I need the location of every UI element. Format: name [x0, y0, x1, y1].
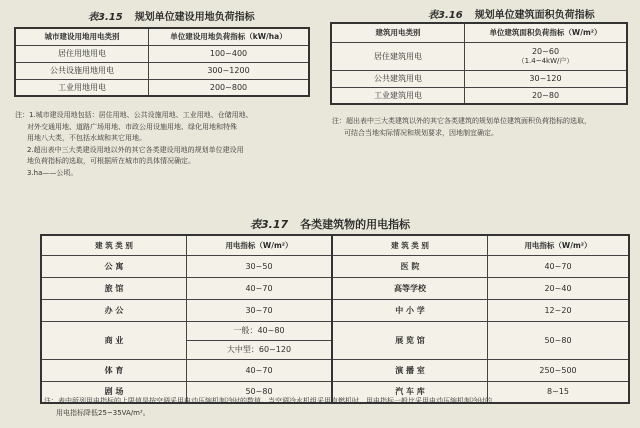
- table-3-17-header-index-right: 用电指标（W/m²）: [488, 235, 630, 255]
- note-line: 注：超出表中三大类建筑以外的其它各类建筑的规划单位建筑面积负荷指标的选取，: [332, 117, 591, 125]
- table-cell: [465, 42, 628, 70]
- table-cell: 体 育: [41, 359, 187, 381]
- note-line: 用地八大类，不包括水域和其它用地。: [27, 134, 146, 142]
- table-3-17: [40, 234, 630, 404]
- table-3-15-caption: 规划单位建设用地负荷指标: [134, 12, 255, 23]
- table-3-17-caption: 各类建筑物的用电指标: [300, 218, 411, 231]
- table-cell: 50~80: [187, 381, 333, 403]
- table-cell: 高等学校: [332, 277, 488, 299]
- table-3-17-notes: [44, 396, 492, 419]
- table-cell-value: 20~60: [531, 46, 560, 56]
- table-row: [331, 42, 627, 70]
- table-cell: 250~500: [488, 359, 630, 381]
- table-3-16-notes: [332, 116, 591, 139]
- table-cell: 一般：40~80: [187, 321, 333, 340]
- note-line: 2.超出表中三大类建设用地以外的其它各类建设用地的规划单位建设用: [27, 145, 244, 154]
- note-line: 注：1.城市建设用地包括：居住用地、公共设施用地、工业用地、仓储用地、: [15, 111, 253, 119]
- table-cell: 40~70: [187, 359, 333, 381]
- table-cell: 20~40: [488, 277, 630, 299]
- table-3-15-header-index: 单位建设用地负荷指标（kW/ha）: [149, 28, 310, 45]
- table-cell: 20~80: [465, 87, 628, 104]
- table-cell: 40~70: [187, 277, 333, 299]
- table-3-17-header-index-left: 用电指标（W/m²）: [187, 235, 333, 255]
- table-3-16-header-index: 单位建筑面积负荷指标（W/m²）: [465, 23, 628, 42]
- table-cell: 大中型：60~120: [187, 340, 333, 359]
- table-cell: 居住建筑用电: [331, 42, 465, 70]
- table-cell: 50~80: [488, 321, 630, 359]
- table-3-16-title: [428, 6, 595, 21]
- table-cell: 8~15: [488, 381, 630, 403]
- table-cell: 200~800: [149, 79, 310, 96]
- table-cell: 100~400: [149, 45, 310, 62]
- table-3-17-header-category-left: 建 筑 类 别: [41, 235, 187, 255]
- table-row: [41, 321, 629, 340]
- table-row: [41, 255, 629, 277]
- table-3-15-title: [88, 8, 255, 23]
- table-cell: 30~50: [187, 255, 333, 277]
- table-3-17-title: [250, 216, 410, 232]
- table-3-16-number: 表3.16: [428, 10, 463, 21]
- table-3-15-notes: [15, 110, 253, 179]
- table-cell: 演 播 室: [332, 359, 488, 381]
- table-3-17-number: 表3.17: [250, 218, 289, 231]
- table-3-15: [14, 27, 310, 97]
- table-3-16: [330, 22, 628, 105]
- table-row: [15, 79, 309, 96]
- table-cell: 汽 车 库: [332, 381, 488, 403]
- table-cell: 中 小 学: [332, 299, 488, 321]
- table-cell: 旅 馆: [41, 277, 187, 299]
- table-3-17-header-category-right: 建 筑 类 别: [332, 235, 488, 255]
- table-3-16-caption: 规划单位建筑面积负荷指标: [474, 10, 595, 21]
- table-3-15-header-category: 城市建设用地用电类别: [15, 28, 149, 45]
- table-row: [15, 62, 309, 79]
- note-line: 注：表中所列用电指标的上限值是按空调采用电动压缩机制冷时的数值。当空调冷水机组采用直燃机时，用电指标一般比采用电动压缩机制冷时的: [44, 397, 492, 405]
- table-cell: 30~120: [465, 70, 628, 87]
- table-cell: 工业用地用电: [15, 79, 149, 96]
- table-row: [41, 299, 629, 321]
- table-cell-subvalue: （1.4~4kW/户）: [517, 56, 574, 65]
- table-cell: 工业建筑用电: [331, 87, 465, 104]
- table-row: [331, 87, 627, 104]
- table-cell: 公共设施用地用电: [15, 62, 149, 79]
- table-cell: 公共建筑用电: [331, 70, 465, 87]
- table-cell: 剧 场: [41, 381, 187, 403]
- note-line: 3.ha——公顷。: [27, 168, 78, 177]
- table-cell: 办 公: [41, 299, 187, 321]
- table-cell: 300~1200: [149, 62, 310, 79]
- table-cell: 30~70: [187, 299, 333, 321]
- table-cell: 居住用地用电: [15, 45, 149, 62]
- table-cell: 40~70: [488, 255, 630, 277]
- table-cell: 商 业: [41, 321, 187, 359]
- table-row: [41, 359, 629, 381]
- note-line: 对外交通用地、道路广场用地、市政公用设施用地、绿化用地和特殊: [27, 122, 237, 131]
- note-line: 地负荷指标的选取，可根据所在城市的具体情况确定。: [27, 157, 195, 165]
- table-row: [41, 277, 629, 299]
- note-line: 用电指标降低25~35VA/m²。: [56, 408, 150, 417]
- table-3-15-number: 表3.15: [88, 12, 123, 23]
- table-cell: 12~20: [488, 299, 630, 321]
- table-cell: 医 院: [332, 255, 488, 277]
- table-cell: 展 览 馆: [332, 321, 488, 359]
- note-line: 可结合当地实际情况和规划要求，因地制宜确定。: [344, 128, 498, 137]
- table-cell: 公 寓: [41, 255, 187, 277]
- table-row: [331, 70, 627, 87]
- table-row: [15, 45, 309, 62]
- table-3-16-header-category: 建筑用电类别: [331, 23, 465, 42]
